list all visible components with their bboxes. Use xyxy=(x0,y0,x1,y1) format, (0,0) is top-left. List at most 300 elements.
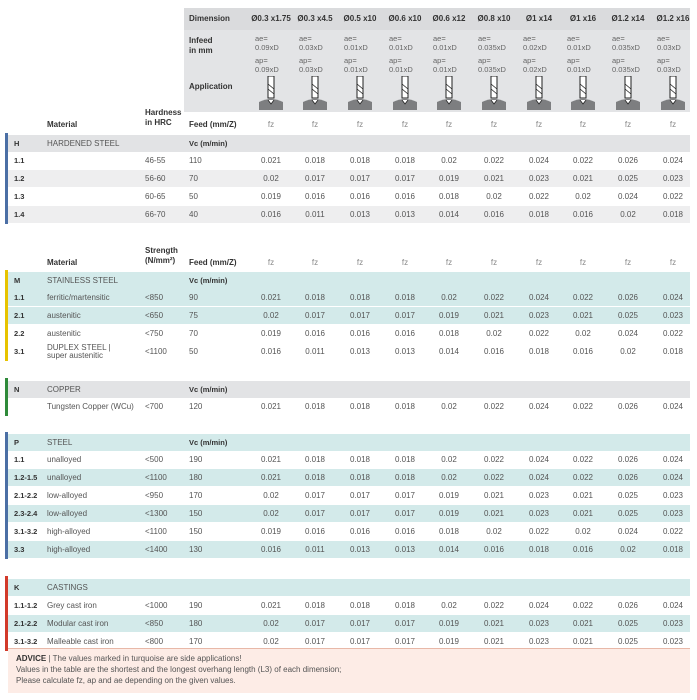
property-value: <1100 xyxy=(145,527,167,536)
fz-label: fz xyxy=(535,258,543,267)
material-row xyxy=(8,343,690,360)
fz-value: 0.017 xyxy=(349,637,371,646)
fz-value: 0.016 xyxy=(394,329,416,338)
material-row xyxy=(8,206,690,223)
vc-value: 120 xyxy=(189,402,203,411)
fz-value: 0.018 xyxy=(662,210,684,219)
vc-value: 110 xyxy=(189,156,202,165)
fz-value: 0.021 xyxy=(260,293,282,302)
fz-value: 0.02 xyxy=(263,509,279,518)
end-mill-application-icon xyxy=(383,76,427,114)
material-row xyxy=(8,170,690,187)
fz-value: 0.023 xyxy=(662,637,684,646)
row-code: 2.2 xyxy=(14,329,25,338)
fz-value: 0.017 xyxy=(394,311,416,320)
fz-value: 0.025 xyxy=(617,637,639,646)
fz-value: 0.022 xyxy=(572,601,594,610)
property-value: <800 xyxy=(145,637,164,646)
dimension-header: Ø0.3 x4.5 xyxy=(297,14,333,23)
row-code: 3.1-3.2 xyxy=(14,527,38,536)
fz-value: 0.016 xyxy=(394,527,416,536)
ap-label: ap= xyxy=(344,56,357,65)
section-code: K xyxy=(14,583,20,592)
fz-value: 0.013 xyxy=(394,210,416,219)
fz-value: 0.025 xyxy=(617,174,639,183)
material-name: Tungsten Copper (WCu) xyxy=(47,402,134,411)
fz-value: 0.016 xyxy=(394,192,416,201)
end-mill-application-icon xyxy=(517,76,561,114)
vc-label: Vc (m/min) xyxy=(189,139,228,148)
fz-value: 0.014 xyxy=(438,545,460,554)
row-code: 2.1 xyxy=(14,311,25,320)
fz-label: fz xyxy=(490,120,498,129)
fz-value: 0.026 xyxy=(617,455,639,464)
material-row xyxy=(8,469,690,486)
section-code: P xyxy=(14,438,20,447)
fz-value: 0.025 xyxy=(617,491,639,500)
advice-title: ADVICE xyxy=(16,654,47,663)
fz-value: 0.013 xyxy=(394,545,416,554)
ae-label: ae= xyxy=(657,34,670,43)
fz-value: 0.017 xyxy=(349,174,371,183)
fz-value: 0.025 xyxy=(617,311,639,320)
property-value: <950 xyxy=(145,491,164,500)
fz-value: 0.018 xyxy=(304,601,326,610)
row-code: 1.2 xyxy=(14,174,25,183)
end-mill-application-icon xyxy=(427,76,471,114)
fz-value: 0.021 xyxy=(572,491,594,500)
ap-label: ap= xyxy=(657,56,670,65)
dimension-header: Ø0.3 x1.75 xyxy=(251,14,291,23)
fz-value: 0.023 xyxy=(528,311,550,320)
fz-value: 0.016 xyxy=(349,192,371,201)
vc-value: 190 xyxy=(189,455,203,464)
fz-value: 0.023 xyxy=(528,619,550,628)
ap-label: ap= xyxy=(523,56,536,65)
fz-value: 0.014 xyxy=(438,347,460,356)
ap-value: 0.03xD xyxy=(299,65,323,74)
ap-value: 0.01xD xyxy=(389,65,413,74)
fz-value: 0.018 xyxy=(438,192,460,201)
fz-value: 0.018 xyxy=(394,473,416,482)
fz-value: 0.018 xyxy=(394,402,416,411)
fz-value: 0.02 xyxy=(441,293,457,302)
fz-value: 0.024 xyxy=(662,473,684,482)
fz-value: 0.02 xyxy=(486,527,502,536)
fz-value: 0.017 xyxy=(394,619,416,628)
dimension-header: Ø1 x16 xyxy=(569,14,597,23)
material-row xyxy=(8,615,690,632)
fz-value: 0.016 xyxy=(260,545,282,554)
property-column-label: in HRC xyxy=(145,118,172,127)
fz-value: 0.024 xyxy=(662,601,684,610)
fz-value: 0.016 xyxy=(483,545,505,554)
material-name: low-alloyed xyxy=(47,509,88,518)
fz-value: 0.024 xyxy=(528,455,550,464)
property-column-label: (N/mm²) xyxy=(145,256,176,265)
fz-value: 0.021 xyxy=(572,509,594,518)
fz-label: fz xyxy=(356,258,364,267)
fz-value: 0.023 xyxy=(662,174,684,183)
fz-label: fz xyxy=(579,120,587,129)
property-value: <650 xyxy=(145,311,164,320)
fz-value: 0.019 xyxy=(438,491,460,500)
fz-value: 0.022 xyxy=(572,455,594,464)
fz-value: 0.017 xyxy=(304,637,326,646)
fz-value: 0.024 xyxy=(617,329,639,338)
fz-value: 0.024 xyxy=(528,402,550,411)
ae-value: 0.09xD xyxy=(255,43,279,52)
section-group-row xyxy=(8,579,690,596)
fz-value: 0.019 xyxy=(260,329,282,338)
fz-value: 0.024 xyxy=(662,455,684,464)
fz-value: 0.016 xyxy=(572,210,594,219)
fz-value: 0.021 xyxy=(260,402,282,411)
fz-value: 0.021 xyxy=(260,455,282,464)
property-value: <1100 xyxy=(145,347,167,356)
fz-value: 0.011 xyxy=(305,210,325,219)
fz-value: 0.019 xyxy=(260,192,282,201)
fz-value: 0.021 xyxy=(572,311,594,320)
material-row xyxy=(8,188,690,205)
fz-value: 0.018 xyxy=(438,329,460,338)
fz-value: 0.021 xyxy=(483,637,505,646)
property-value: <850 xyxy=(145,619,164,628)
fz-value: 0.016 xyxy=(483,210,505,219)
fz-value: 0.022 xyxy=(528,192,550,201)
fz-value: 0.021 xyxy=(483,509,505,518)
vc-value: 70 xyxy=(189,174,198,183)
vc-value: 180 xyxy=(189,473,203,482)
fz-value: 0.022 xyxy=(483,601,505,610)
vc-value: 40 xyxy=(189,210,198,219)
fz-value: 0.016 xyxy=(260,347,282,356)
fz-value: 0.013 xyxy=(349,545,371,554)
fz-value: 0.024 xyxy=(528,293,550,302)
fz-value: 0.019 xyxy=(438,619,460,628)
fz-value: 0.02 xyxy=(486,329,502,338)
fz-label: fz xyxy=(401,120,409,129)
dimension-header: Ø1 x14 xyxy=(525,14,553,23)
fz-value: 0.026 xyxy=(617,473,639,482)
infeed-label: Infeed in mm xyxy=(189,36,213,55)
advice-box xyxy=(8,648,690,693)
fz-value: 0.019 xyxy=(438,637,460,646)
dimension-label: Dimension xyxy=(189,14,230,23)
fz-value: 0.016 xyxy=(349,329,371,338)
fz-value: 0.018 xyxy=(438,527,460,536)
ap-value: 0.035xD xyxy=(612,65,640,74)
fz-value: 0.022 xyxy=(662,192,684,201)
material-name: austenitic xyxy=(47,329,81,338)
fz-value: 0.02 xyxy=(575,527,591,536)
fz-value: 0.021 xyxy=(483,311,505,320)
vc-value: 150 xyxy=(189,509,203,518)
fz-value: 0.022 xyxy=(572,402,594,411)
fz-value: 0.025 xyxy=(617,509,639,518)
ap-value: 0.01xD xyxy=(344,65,368,74)
ae-label: ae= xyxy=(255,34,268,43)
material-row xyxy=(8,398,690,415)
fz-value: 0.016 xyxy=(483,347,505,356)
ap-label: ap= xyxy=(567,56,580,65)
fz-value: 0.02 xyxy=(620,347,636,356)
fz-value: 0.017 xyxy=(349,509,371,518)
fz-value: 0.018 xyxy=(394,601,416,610)
vc-value: 130 xyxy=(189,545,203,554)
section-group-row xyxy=(8,381,690,398)
material-row xyxy=(8,541,690,558)
ae-value: 0.03xD xyxy=(657,43,681,52)
fz-value: 0.016 xyxy=(304,527,326,536)
fz-value: 0.018 xyxy=(349,402,371,411)
fz-value: 0.018 xyxy=(662,545,684,554)
end-mill-application-icon xyxy=(249,76,293,114)
fz-value: 0.022 xyxy=(572,156,594,165)
fz-value: 0.021 xyxy=(572,619,594,628)
section-group-row xyxy=(8,272,690,289)
end-mill-application-icon xyxy=(293,76,337,114)
fz-value: 0.022 xyxy=(662,329,684,338)
fz-label: fz xyxy=(669,120,677,129)
vc-value: 50 xyxy=(189,347,198,356)
fz-label: fz xyxy=(624,120,632,129)
fz-value: 0.022 xyxy=(572,473,594,482)
ae-value: 0.01xD xyxy=(567,43,591,52)
material-name: ferritic/martensitic xyxy=(47,293,110,302)
row-code: 2.3-2.4 xyxy=(14,509,38,518)
vc-value: 190 xyxy=(189,601,203,610)
fz-value: 0.018 xyxy=(349,601,371,610)
section-group-row xyxy=(8,135,690,152)
material-row xyxy=(8,451,690,468)
row-code: 3.1-3.2 xyxy=(14,637,38,646)
application-label: Application xyxy=(189,82,233,91)
ap-label: ap= xyxy=(478,56,491,65)
fz-value: 0.014 xyxy=(438,210,460,219)
fz-value: 0.023 xyxy=(528,509,550,518)
fz-value: 0.024 xyxy=(617,527,639,536)
fz-value: 0.024 xyxy=(662,156,684,165)
fz-value: 0.018 xyxy=(304,455,326,464)
fz-value: 0.018 xyxy=(304,402,326,411)
ae-label: ae= xyxy=(612,34,625,43)
ae-label: ae= xyxy=(299,34,312,43)
fz-label: fz xyxy=(311,258,319,267)
row-code: 1.1 xyxy=(14,455,25,464)
fz-value: 0.017 xyxy=(304,311,326,320)
vc-value: 150 xyxy=(189,527,203,536)
fz-value: 0.022 xyxy=(528,329,550,338)
fz-value: 0.016 xyxy=(572,347,594,356)
ae-value: 0.03xD xyxy=(299,43,323,52)
fz-label: fz xyxy=(401,258,409,267)
material-name: Modular cast iron xyxy=(47,619,109,628)
fz-value: 0.018 xyxy=(394,293,416,302)
end-mill-application-icon xyxy=(472,76,516,114)
row-code: 2.1-2.2 xyxy=(14,491,38,500)
ae-label: ae= xyxy=(389,34,402,43)
fz-value: 0.018 xyxy=(349,293,371,302)
fz-label: fz xyxy=(445,258,453,267)
ap-value: 0.01xD xyxy=(433,65,457,74)
fz-value: 0.022 xyxy=(528,527,550,536)
vc-value: 170 xyxy=(189,637,203,646)
property-value: 56-60 xyxy=(145,174,166,183)
fz-value: 0.017 xyxy=(394,637,416,646)
end-mill-application-icon xyxy=(651,76,695,114)
ae-value: 0.035xD xyxy=(612,43,640,52)
end-mill-application-icon xyxy=(561,76,605,114)
fz-label: fz xyxy=(267,258,275,267)
fz-label: fz xyxy=(445,120,453,129)
property-value: <500 xyxy=(145,455,164,464)
ap-value: 0.01xD xyxy=(567,65,591,74)
fz-value: 0.018 xyxy=(528,545,550,554)
fz-value: 0.02 xyxy=(441,473,457,482)
fz-value: 0.019 xyxy=(438,509,460,518)
fz-value: 0.017 xyxy=(349,311,371,320)
fz-value: 0.021 xyxy=(483,491,505,500)
fz-value: 0.021 xyxy=(260,473,282,482)
fz-value: 0.017 xyxy=(349,491,371,500)
material-row xyxy=(8,597,690,614)
feed-column-label: Feed (mm/Z) xyxy=(189,258,237,267)
fz-value: 0.017 xyxy=(394,509,416,518)
ae-label: ae= xyxy=(344,34,357,43)
fz-value: 0.02 xyxy=(486,192,502,201)
row-code: 1.4 xyxy=(14,210,25,219)
fz-value: 0.016 xyxy=(304,192,326,201)
material-name: austenitic xyxy=(47,311,81,320)
material-column-label: Material xyxy=(47,120,78,129)
ap-value: 0.02xD xyxy=(523,65,547,74)
row-code: 3.1 xyxy=(14,347,25,356)
section-name: COPPER xyxy=(47,385,81,394)
fz-value: 0.018 xyxy=(304,473,326,482)
fz-label: fz xyxy=(624,258,632,267)
fz-value: 0.017 xyxy=(349,619,371,628)
material-column-label: Material xyxy=(47,258,78,267)
fz-value: 0.013 xyxy=(349,347,371,356)
material-name-line: DUPLEX STEEL | xyxy=(47,343,111,352)
fz-value: 0.02 xyxy=(441,156,457,165)
fz-value: 0.018 xyxy=(349,473,371,482)
material-row xyxy=(8,505,690,522)
fz-value: 0.018 xyxy=(394,455,416,464)
vc-label: Vc (m/min) xyxy=(189,276,228,285)
section-name: STAINLESS STEEL xyxy=(47,276,118,285)
fz-value: 0.019 xyxy=(438,311,460,320)
fz-value: 0.02 xyxy=(575,329,591,338)
material-name: Grey cast iron xyxy=(47,601,97,610)
fz-value: 0.022 xyxy=(483,293,505,302)
fz-value: 0.017 xyxy=(304,619,326,628)
ap-value: 0.03xD xyxy=(657,65,681,74)
fz-value: 0.026 xyxy=(617,601,639,610)
fz-label: fz xyxy=(535,120,543,129)
fz-value: 0.017 xyxy=(394,174,416,183)
dimension-header: Ø0.8 x10 xyxy=(477,14,511,23)
material-name: unalloyed xyxy=(47,455,82,464)
section-code: N xyxy=(14,385,20,394)
fz-value: 0.022 xyxy=(572,293,594,302)
section-code: H xyxy=(14,139,20,148)
advice-text: | The values marked in turquoise are side applications! xyxy=(46,654,242,663)
row-code: 1.1-1.2 xyxy=(14,601,38,610)
fz-value: 0.023 xyxy=(528,637,550,646)
material-row xyxy=(8,523,690,540)
vc-value: 75 xyxy=(189,311,198,320)
fz-value: 0.018 xyxy=(394,156,416,165)
dimension-header: Ø0.5 x10 xyxy=(343,14,377,23)
fz-value: 0.023 xyxy=(662,619,684,628)
dimension-header: Ø0.6 x12 xyxy=(432,14,466,23)
fz-value: 0.021 xyxy=(260,156,282,165)
fz-value: 0.017 xyxy=(304,174,326,183)
fz-value: 0.019 xyxy=(438,174,460,183)
end-mill-application-icon xyxy=(338,76,382,114)
fz-value: 0.02 xyxy=(263,491,279,500)
property-column-label: Strength xyxy=(145,246,178,255)
fz-value: 0.023 xyxy=(662,509,684,518)
material-name: low-alloyed xyxy=(47,491,88,500)
fz-value: 0.018 xyxy=(304,293,326,302)
vc-value: 90 xyxy=(189,293,198,302)
fz-label: fz xyxy=(356,120,364,129)
vc-value: 50 xyxy=(189,192,198,201)
fz-value: 0.018 xyxy=(349,156,371,165)
property-value: 46-55 xyxy=(145,156,166,165)
fz-label: fz xyxy=(579,258,587,267)
property-value: 66-70 xyxy=(145,210,166,219)
fz-value: 0.021 xyxy=(572,637,594,646)
fz-value: 0.011 xyxy=(305,347,325,356)
material-name: high-alloyed xyxy=(47,527,91,536)
ap-label: ap= xyxy=(255,56,268,65)
advice-line xyxy=(8,649,690,664)
end-mill-application-icon xyxy=(606,76,650,114)
property-value: <1000 xyxy=(145,601,168,610)
property-value: <1300 xyxy=(145,509,168,518)
section-code: M xyxy=(14,276,21,285)
section-name: STEEL xyxy=(47,438,73,447)
ae-label: ae= xyxy=(567,34,580,43)
material-name: high-alloyed xyxy=(47,545,91,554)
fz-value: 0.024 xyxy=(662,402,684,411)
ap-label: ap= xyxy=(612,56,625,65)
fz-value: 0.026 xyxy=(617,293,639,302)
fz-value: 0.013 xyxy=(349,210,371,219)
property-value: <1100 xyxy=(145,473,167,482)
vc-label: Vc (m/min) xyxy=(189,385,228,394)
fz-value: 0.021 xyxy=(483,174,505,183)
fz-value: 0.019 xyxy=(260,527,282,536)
row-code: 1.1 xyxy=(14,156,25,165)
property-value: 60-65 xyxy=(145,192,166,201)
advice-line: Values in the table are the shortest and the longest overhang length (L3) of each dimension; xyxy=(16,665,342,674)
ap-label: ap= xyxy=(299,56,312,65)
fz-label: fz xyxy=(490,258,498,267)
ae-value: 0.02xD xyxy=(523,43,547,52)
fz-value: 0.018 xyxy=(528,347,550,356)
fz-value: 0.022 xyxy=(483,473,505,482)
ae-value: 0.01xD xyxy=(389,43,413,52)
fz-value: 0.017 xyxy=(394,491,416,500)
fz-value: 0.024 xyxy=(662,293,684,302)
ae-label: ae= xyxy=(478,34,491,43)
vc-label: Vc (m/min) xyxy=(189,438,228,447)
